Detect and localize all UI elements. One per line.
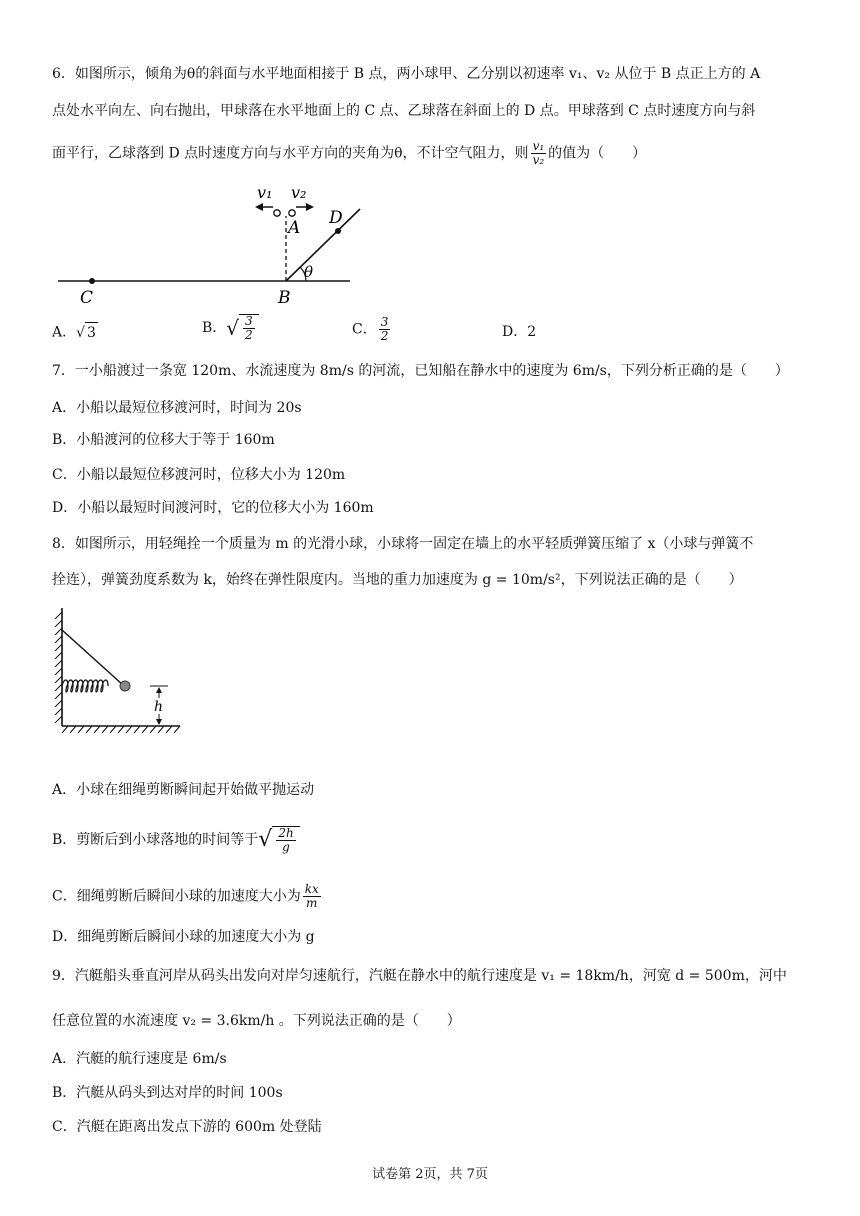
- label-b: B: [278, 288, 291, 308]
- label-c: C: [80, 288, 94, 308]
- q9-stem-line1: 9．汽艇船头垂直河岸从码头出发向对岸匀速航行，汽艇在静水中的航行速度是 v₁ = 18km/h，河宽 d = 500m，河中: [52, 968, 787, 984]
- ground-hatching: [62, 726, 180, 733]
- q6-option-c-label: C．: [352, 321, 377, 338]
- q6-option-d[interactable]: D．2: [502, 324, 537, 340]
- ball: [120, 681, 130, 691]
- q6-ratio-denominator: v₂: [532, 153, 545, 167]
- ball-2: [289, 210, 295, 216]
- q8-option-b-sqrt: √ $\frac{2h}{g}$: [258, 826, 299, 854]
- q6-option-c-numerator: 3: [380, 315, 389, 329]
- q8-option-c-text: C．细绳剪断后瞬间小球的加速度大小为: [52, 888, 301, 905]
- label-theta: θ: [304, 263, 314, 281]
- label-d: D: [329, 208, 343, 228]
- q8-option-c-denominator: m: [306, 896, 318, 910]
- q8-option-c[interactable]: [52, 883, 323, 910]
- q7-option-b[interactable]: B．小船渡河的位移大于等于 160m: [52, 432, 275, 448]
- ball-1: [274, 210, 280, 216]
- point-d-dot: [335, 228, 341, 234]
- q6-option-c-fraction: [379, 316, 391, 343]
- v1-arrowhead: [255, 203, 263, 211]
- q9-option-c[interactable]: C．汽艇在距离出发点下游的 600m 处登陆: [52, 1119, 322, 1135]
- q6-stem-line3: [52, 140, 646, 167]
- q7-option-c[interactable]: C．小船以最短位移渡河时，位移大小为 120m: [52, 467, 346, 483]
- q9-option-a[interactable]: A．汽艇的航行速度是 6m/s: [52, 1051, 227, 1067]
- label-h: h: [154, 699, 164, 715]
- h-arrowhead-down: [156, 719, 162, 725]
- q8-figure: [52, 604, 192, 738]
- q6-option-a[interactable]: [52, 322, 98, 343]
- q6-option-a-sqrt: √ 3: [76, 322, 98, 343]
- q7-option-d[interactable]: D．小船以最短时间渡河时，它的位移大小为 160m: [52, 500, 374, 516]
- wall-hatching: [55, 612, 62, 723]
- q6-option-b-label: B．: [202, 320, 227, 336]
- q6-option-c-denominator: 2: [380, 329, 389, 343]
- q6-option-b[interactable]: [202, 314, 259, 342]
- q7-stem: 7．一小船渡过一条宽 120m、水流速度为 8m/s 的河流，已知船在静水中的速度为 6m/s，下列分析正确的是（ ）: [52, 363, 789, 379]
- q6-option-c[interactable]: [352, 316, 392, 343]
- q6-option-b-numerator: 3: [245, 314, 253, 328]
- q9-option-b[interactable]: B．汽艇从码头到达对岸的时间 100s: [52, 1085, 283, 1101]
- q6-option-b-sqrt: √ $\frac{3}{2}$: [226, 314, 258, 342]
- q6-stem-line2: 点处水平向左、向右抛出，甲球落在水平地面上的 C 点、乙球落在斜面上的 D 点。甲球落到 C 点时速度方向与斜: [52, 103, 756, 119]
- q8-stem-line1: 8．如图所示，用轻绳拴一个质量为 m 的光滑小球，小球将一固定在墙上的水平轻质弹簧压缩了 x（小球与弹簧不: [52, 536, 754, 552]
- q8-option-b-text: B．剪断后到小球落地的时间等于: [52, 832, 259, 848]
- q6-option-b-fraction: [243, 315, 255, 342]
- q8-option-c-numerator: kx: [304, 882, 319, 896]
- q6-stem-line3-end: 的值为（ ）: [548, 145, 647, 162]
- q8-option-c-fraction: [303, 883, 321, 910]
- label-a: A: [288, 218, 301, 238]
- spring-coil: [62, 680, 108, 692]
- q6-option-b-denominator: 2: [245, 328, 253, 342]
- q8-option-d[interactable]: D．细绳剪断后瞬间小球的加速度大小为 g: [52, 929, 315, 945]
- rope-line: [62, 630, 123, 685]
- q8-option-a[interactable]: A．小球在细绳剪断瞬间起开始做平抛运动: [52, 782, 315, 798]
- q6-option-a-radicand: 3: [85, 322, 98, 343]
- page-footer: 试卷第 2页，共 7页: [372, 1167, 488, 1182]
- q8-option-b-numerator: 2h: [278, 826, 294, 840]
- point-c-dot: [89, 278, 95, 284]
- q6-figure: [52, 178, 372, 310]
- q6-stem-line3-text: 面平行，乙球落到 D 点时速度方向与水平方向的夹角为θ，不计空气阻力，则: [52, 145, 529, 162]
- q6-ratio-fraction: [531, 140, 547, 167]
- q8-option-b-denominator: g: [282, 840, 290, 854]
- q8-stem-line2: 拴连），弹簧劲度系数为 k，始终在弹性限度内。当地的重力加速度为 g = 10m/s²，下列说法正确的是（ ）: [52, 572, 743, 588]
- q8-option-b-fraction: [276, 827, 295, 854]
- q8-option-b[interactable]: [52, 826, 300, 854]
- label-v2: v₂: [291, 183, 307, 202]
- q6-ratio-numerator: v₁: [532, 139, 545, 153]
- h-arrowhead-up: [156, 687, 162, 693]
- q6-option-a-label: A．: [52, 324, 77, 341]
- q9-stem-line2: 任意位置的水流速度 v₂ = 3.6km/h 。下列说法正确的是（ ）: [52, 1013, 461, 1029]
- v2-arrowhead: [306, 203, 314, 211]
- q7-option-a[interactable]: A．小船以最短位移渡河时，时间为 20s: [52, 400, 302, 416]
- q6-stem-line1: 6．如图所示，倾角为θ的斜面与水平地面相接于 B 点，两小球甲、乙分别以初速率 v₁、v₂ 从位于 B 点正上方的 A: [52, 66, 761, 82]
- label-v1: v₁: [257, 183, 273, 202]
